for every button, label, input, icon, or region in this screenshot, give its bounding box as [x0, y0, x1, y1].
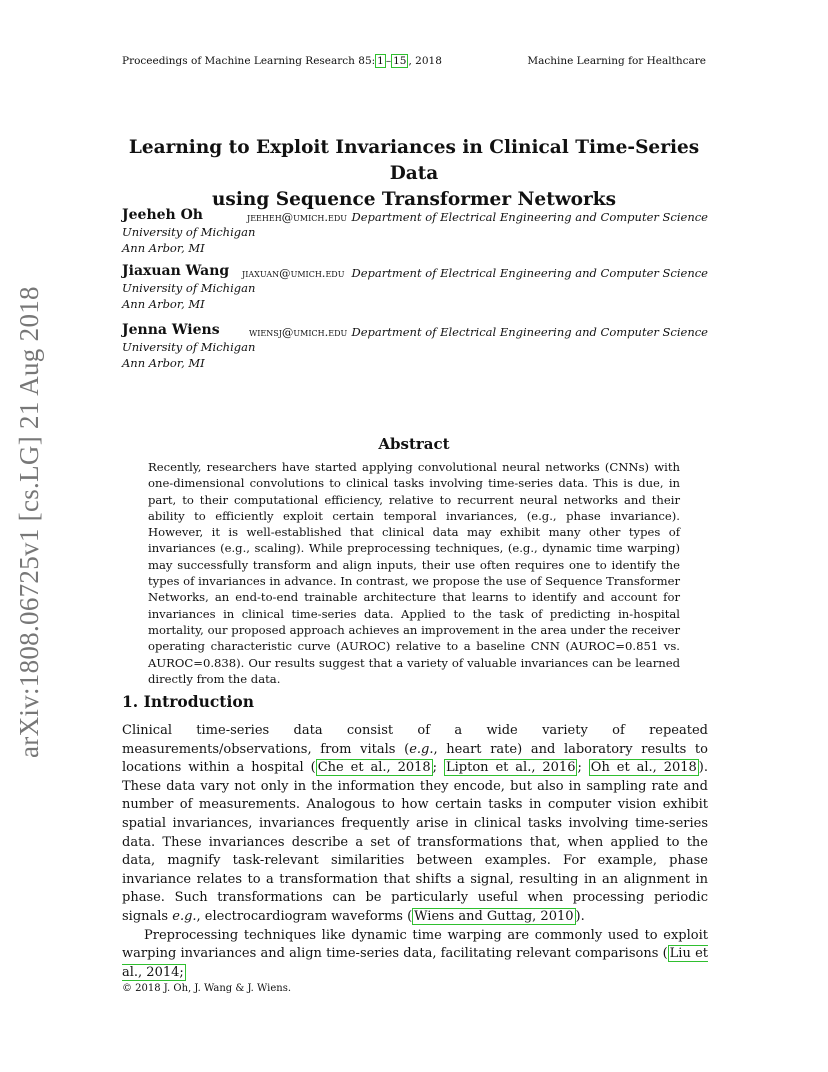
- abstract-heading: Abstract: [378, 435, 450, 453]
- author-block-2: [122, 263, 708, 312]
- author-block-1: [122, 207, 708, 256]
- page-link-last[interactable]: 15: [393, 55, 407, 67]
- author-department: Department of Electrical Engineering and Computer Science: [351, 266, 708, 280]
- arxiv-identifier: arXiv:1808.06725v1 [cs.LG] 21 Aug 2018: [14, 286, 44, 758]
- author-university: University of Michigan: [122, 340, 256, 354]
- paragraph-2: Preprocessing techniques like dynamic time warping are commonly used to exploit warping invariances and align time-series data, facilitating relevant comparisons ( Liu et al., 2014;: [122, 927, 708, 980]
- title-line-2: using Sequence Transformer Networks: [211, 189, 616, 210]
- citation-oh-2018[interactable]: Oh et al., 2018: [590, 760, 697, 776]
- author-city: Ann Arbor, MI: [122, 241, 205, 255]
- author-email: jeeheh@umich.edu: [247, 210, 348, 224]
- author-block-3: [122, 322, 708, 371]
- author-name: Jenna Wiens: [122, 322, 220, 338]
- author-city: Ann Arbor, MI: [122, 297, 205, 311]
- author-department: Department of Electrical Engineering and Computer Science: [351, 210, 708, 224]
- citation-liu-2014[interactable]: Liu et al., 2014;: [122, 946, 708, 980]
- introduction-body: [122, 722, 708, 982]
- author-name: Jiaxuan Wang: [122, 263, 230, 279]
- page-link-first[interactable]: 1: [377, 55, 384, 67]
- author-city: Ann Arbor, MI: [122, 356, 205, 370]
- author-department: Department of Electrical Engineering and Computer Science: [351, 325, 708, 339]
- citation-wiens-2010[interactable]: Wiens and Guttag, 2010: [414, 908, 574, 924]
- citation-che-2018[interactable]: Che et al., 2018: [317, 760, 431, 776]
- title-line-1: Learning to Exploit Invariances in Clinical Time-Series Data: [128, 137, 700, 184]
- citation-lipton-2016[interactable]: Lipton et al., 2016: [445, 760, 576, 776]
- running-header-left: Proceedings of Machine Learning Research 85: 1 – 15 , 2018: [122, 55, 442, 67]
- abstract-body: Recently, researchers have started applying convolutional neural networks (CNNs) with one-dimensional convolutions to clinical tasks involving time-series data. This is due, in part, to their computational efficiency, relative to recurrent neural networks and their ability to efficiently exploit certain temporal invariances, (e.g., phase invariance). However, it is well-established that clinical data may exhibit many other types of invariances (e.g., scaling). While preprocessing techniques, (e.g., dynamic time warping) may successfully transform and align inputs, their use often requires one to identify the types of invariances in advance. In contrast, we propose the use of Sequence Transformer Networks, an end-to-end trainable architecture that learns to identify and account for invariances in clinical time-series data. Applied to the task of predicting in-hospital mortality, our proposed approach achieves an improvement in the area under the receiver operating characteristic curve (AUROC) relative to a baseline CNN (AUROC=0.851 vs. AUROC=0.838). Our results suggest that a variety of valuable invariances can be learned directly from the data.: [148, 460, 680, 686]
- section-heading-introduction: 1. Introduction: [122, 692, 254, 711]
- copyright-footer: © 2018 J. Oh, J. Wang & J. Wiens.: [122, 983, 292, 994]
- author-university: University of Michigan: [122, 281, 256, 295]
- running-header-right: Machine Learning for Healthcare: [527, 55, 706, 67]
- paragraph-1: Clinical time-series data consist of a wide variety of repeated measurements/observations, from vitals (e.g., heart rate) and laboratory results to locations within a hospital ( Che et al., 2018 ; Lipton et al., 2016 ; Oh et al., 2018 ). These data vary not only in the information they encode, but also in sampling rate and number of measurements. Analogous to how certain tasks in computer vision exhibit spatial invariances, invariances frequently arise in clinical tasks involving time-series data. These invariances describe a set of transformations that, when applied to the data, magnify task-relevant similarities between examples. For example, phase invariance relates to a transformation that shifts a signal, resulting in an alignment in phase. Such transformations can be particularly useful when processing periodic signals e.g., electrocardiogram waveforms ( Wiens and Guttag, 2010 ).: [122, 723, 709, 924]
- author-email: jiaxuan@umich.edu: [242, 266, 345, 280]
- author-name: Jeeheh Oh: [122, 207, 203, 223]
- paper-title: [110, 135, 718, 213]
- author-email: wiensj@umich.edu: [249, 325, 348, 339]
- author-university: University of Michigan: [122, 225, 256, 239]
